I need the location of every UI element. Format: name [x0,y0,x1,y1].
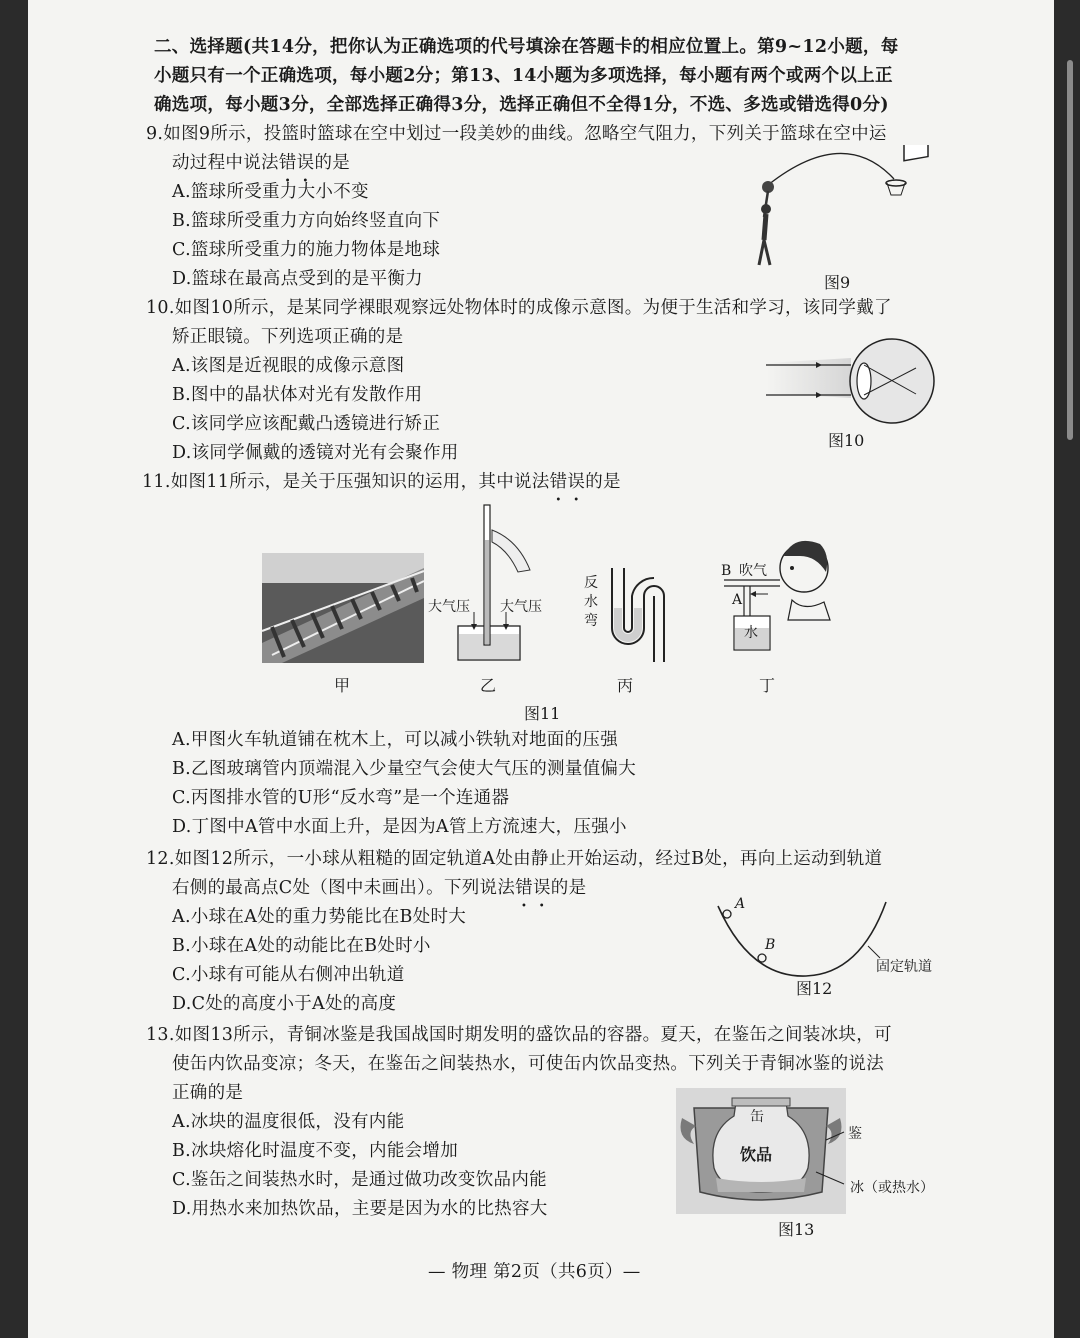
q12-stem-post: 的是 [550,878,587,898]
figure-11-blowing-experiment [704,520,834,652]
figure-11-label-ding: 丁 [759,676,776,695]
figure-11-u-trap [606,568,666,662]
figure-13-caption: 图13 [778,1220,815,1239]
q11-emphasis-2: 误 [567,472,586,492]
scrollbar-thumb[interactable] [1067,60,1073,440]
figure-13-fou-label: 缶 [750,1109,764,1125]
figure-10-caption: 图10 [828,431,865,450]
q13-option-a: A.冰块的温度很低，没有内能 [172,1112,405,1132]
figure-11-barometer [448,500,558,662]
q12-option-d: D.C处的高度小于A处的高度 [172,994,397,1014]
q12-stem-pre: 右侧的最高点C处（图中未画出）。下列说法 [172,878,516,898]
q11-stem-post: 的是 [585,472,621,492]
q10-stem-line1: 10.如图10所示，是某同学裸眼观察远处物体时的成像示意图。为便于生活和学习，该同学戴了 [146,298,892,318]
viewer-left-edge [0,0,28,1338]
q9-option-c: C.篮球所受重力的施力物体是地球 [172,240,441,260]
figure-11-label-bing: 丙 [617,676,634,695]
figure-11-water-label: 水 [744,625,758,641]
figure-11-blow-label: 吹气 [739,563,767,579]
q10-option-b: B.图中的晶状体对光有发散作用 [172,385,423,405]
q11-option-b: B.乙图玻璃管内顶端混入少量空气会使大气压的测量值偏大 [172,759,637,779]
q11-stem-pre: 11.如图11所示，是关于压强知识的运用，其中说法 [142,472,550,492]
figure-9-basketball [744,145,944,270]
q11-stem [142,468,621,497]
q9-option-a: A.篮球所受重力大小不变 [172,182,369,202]
q9-option-b: B.篮球所受重力方向始终竖直向下 [172,211,441,231]
q13-option-c: C.鉴缶之间装热水时，是通过做功改变饮品内能 [172,1170,547,1190]
q13-stem-line1: 13.如图13所示，青铜冰鉴是我国战国时期发明的盛饮品的容器。夏天，在鉴缶之间装冰块，可 [146,1025,892,1045]
q10-option-c: C.该同学应该配戴凸透镜进行矫正 [172,414,441,434]
q12-emphasis-2: 误 [532,878,551,898]
figure-11-label-jia: 甲 [334,676,351,695]
q12-stem-line1: 12.如图12所示，一小球从粗糙的固定轨道A处由静止开始运动，经过B处，再向上运动到轨道 [146,849,883,869]
figure-11-atm-right: 大气压 [500,599,542,615]
q12-option-c: C.小球有可能从右侧冲出轨道 [172,965,405,985]
figure-12-point-a: A [735,896,746,912]
q12-option-b: B.小球在A处的动能比在B处时小 [172,936,431,956]
q12-emphasis-1: 错 [515,878,533,898]
figure-13-jian-label: 鉴 [848,1126,862,1142]
q11-option-d: D.丁图中A管中水面上升，是因为A管上方流速大，压强小 [172,817,627,837]
q11-option-a: A.甲图火车轨道铺在枕木上，可以减小铁轨对地面的压强 [172,730,618,750]
page-footer: — 物理 第2页（共6页）— [428,1262,641,1282]
figure-12-track-label: 固定轨道 [876,959,932,975]
q9-emphasis-2: 误 [296,153,315,173]
q9-stem-pre: 动过程中说法 [172,153,279,173]
q13-option-d: D.用热水来加热饮品，主要是因为水的比热容大 [172,1199,548,1219]
q13-option-b: B.冰块熔化时温度不变，内能会增加 [172,1141,459,1161]
section-header-line3: 确选项，每小题3分，全部选择正确得3分，选择正确但不全得1分，不选、多选或错选得0分) [154,95,889,115]
q13-stem-line3: 正确的是 [172,1083,244,1103]
exam-page [28,0,1054,1338]
figure-10-eye-diagram [766,338,941,426]
figure-9-caption: 图9 [824,273,851,292]
q9-stem-post: 的是 [314,153,351,173]
figure-11-railway-photo [262,553,424,663]
q13-stem-line2: 使缶内饮品变凉；冬天，在鉴缶之间装热水，可使缶内饮品变热。下列关于青铜冰鉴的说法 [172,1054,884,1074]
figure-11-point-b: B [721,563,732,579]
q10-option-a: A.该图是近视眼的成像示意图 [172,356,405,376]
section-header-line1: 二、选择题(共14分，把你认为正确选项的代号填涂在答题卡的相应位置上。第9~12小题，每 [154,37,899,57]
figure-11-caption: 图11 [524,704,561,723]
q10-option-d: D.该同学佩戴的透镜对光有会聚作用 [172,443,459,463]
q11-option-c: C.丙图排水管的U形“反水弯”是一个连通器 [172,788,510,808]
section-header-line2: 小题只有一个正确选项，每小题2分；第13、14小题为多项选择，每小题有两个或两个以上正 [154,66,893,86]
figure-11-atm-left: 大气压 [428,599,470,615]
q9-stem-line1: 9.如图9所示，投篮时篮球在空中划过一段美妙的曲线。忽略空气阻力，下列关于篮球在空中运 [146,124,887,144]
figure-11-trap-label: 反水弯 [584,575,598,629]
figure-11-label-yi: 乙 [480,676,497,695]
figure-13-ice-label: 冰（或热水） [850,1180,934,1196]
q12-option-a: A.小球在A处的重力势能比在B处时大 [172,907,467,927]
q12-stem-line2 [172,874,586,903]
q10-stem-line2: 矫正眼镜。下列选项正确的是 [172,327,404,347]
figure-13-drink-label: 饮品 [740,1145,773,1164]
figure-11-point-a: A [732,592,743,608]
q9-emphasis-1: 错 [278,153,297,173]
q9-stem-line2 [172,149,350,178]
q11-emphasis-1: 错 [549,472,568,492]
figure-12-caption: 图12 [796,979,833,998]
q9-option-d: D.篮球在最高点受到的是平衡力 [172,269,423,289]
figure-12-point-b: B [765,937,776,953]
